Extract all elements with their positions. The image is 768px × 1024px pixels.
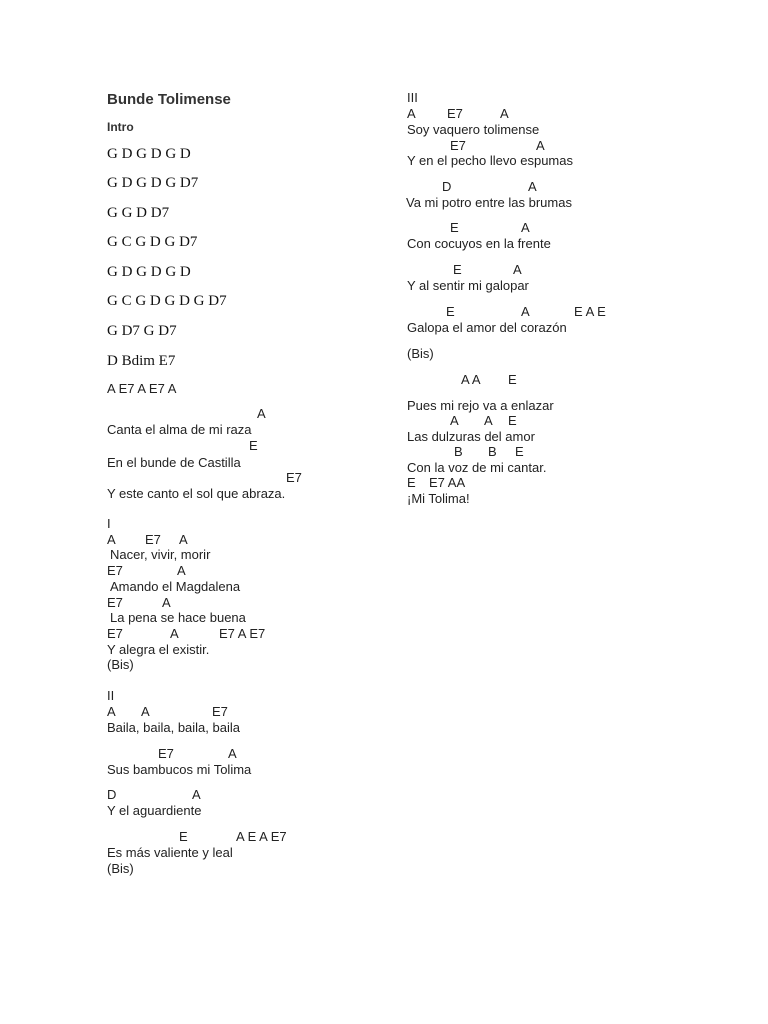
- intro-chord-line: G G D D7: [107, 205, 170, 221]
- section-label: III: [407, 90, 418, 105]
- lyric-line: Va mi potro entre las brumas: [406, 195, 572, 210]
- lyric-line: Amando el Magdalena: [110, 579, 241, 594]
- chord: E: [450, 220, 459, 235]
- chord: E A E: [574, 304, 606, 319]
- lyric-line: Las dulzuras del amor: [407, 429, 535, 444]
- repeat-marker: (Bis): [407, 346, 434, 361]
- chord: A: [528, 179, 537, 194]
- lyric-line: Canta el alma de mi raza: [107, 422, 252, 437]
- repeat-marker: (Bis): [107, 657, 134, 672]
- lyric-line: Es más valiente y leal: [107, 845, 233, 860]
- lyric-line: Nacer, vivir, morir: [110, 547, 211, 562]
- chord: A: [450, 413, 459, 428]
- chord-line: [0, 220, 768, 236]
- chord: A: [162, 595, 171, 610]
- chord: A: [521, 304, 530, 319]
- chord: E: [446, 304, 455, 319]
- intro-chord-line: G D7 G D7: [107, 323, 177, 339]
- chord-line: [0, 444, 768, 460]
- intro-label: Intro: [107, 120, 134, 134]
- chord-line: [0, 475, 768, 491]
- chord-line: [0, 829, 768, 845]
- chord: E7: [107, 626, 123, 641]
- lyric-line: Baila, baila, baila, baila: [107, 720, 240, 735]
- intro-chord-line: G D G D G D: [107, 146, 191, 162]
- lyric-line: Con la voz de mi cantar.: [407, 460, 547, 475]
- chord: A: [257, 406, 266, 421]
- chord: A: [107, 704, 116, 719]
- chord: E: [508, 372, 517, 387]
- chord: E7 AA: [429, 475, 466, 490]
- chord-line: [0, 413, 768, 429]
- chord-line: [0, 138, 768, 154]
- chord-line: [0, 179, 768, 195]
- chord: A: [177, 563, 186, 578]
- lyric-line: Y el aguardiente: [107, 803, 202, 818]
- chord-line: [0, 106, 768, 122]
- chord: E: [515, 444, 524, 459]
- chord-line: [0, 262, 768, 278]
- chord: E7: [107, 595, 123, 610]
- lyric-line: Y en el pecho llevo espumas: [407, 153, 573, 168]
- song-title: Bunde Tolimense: [107, 91, 231, 108]
- repeat-marker: (Bis): [107, 861, 134, 876]
- chord: E7 A E7: [219, 626, 266, 641]
- chord: E7: [450, 138, 466, 153]
- chord-line: [0, 626, 768, 642]
- chord-line: [0, 532, 768, 548]
- intro-chord-line: G C G D G D G D7: [107, 293, 227, 309]
- chord: B: [488, 444, 497, 459]
- chord: E: [407, 475, 416, 490]
- intro-chord-line: G D G D G D: [107, 264, 191, 280]
- chord: A: [107, 532, 116, 547]
- chord: A: [192, 787, 201, 802]
- chord: E7: [107, 563, 123, 578]
- chord: E: [508, 413, 517, 428]
- chord: D: [107, 787, 117, 802]
- intro-chord-line: G D G D G D7: [107, 175, 199, 191]
- lyric-line: Sus bambucos mi Tolima: [107, 762, 252, 777]
- chord: A: [500, 106, 509, 121]
- chord-line: [0, 746, 768, 762]
- chord-line: [0, 787, 768, 803]
- chord-line: [0, 304, 768, 320]
- chord: B: [454, 444, 463, 459]
- intro-chord-line: D Bdim E7: [107, 353, 176, 369]
- lyric-line: ¡Mi Tolima!: [407, 491, 470, 506]
- chord: E7: [286, 470, 302, 485]
- chord: E: [453, 262, 462, 277]
- chord-line: [0, 595, 768, 611]
- chord: A: [141, 704, 150, 719]
- chord: E: [179, 829, 188, 844]
- chord: D: [442, 179, 452, 194]
- chord: E7: [158, 746, 174, 761]
- chord: A: [228, 746, 237, 761]
- lyric-line: Con cocuyos en la frente: [407, 236, 551, 251]
- chord-line: [0, 704, 768, 720]
- lyric-line: Y al sentir mi galopar: [407, 278, 529, 293]
- chord: E7: [145, 532, 161, 547]
- chord-line: [0, 372, 768, 388]
- chord: A: [407, 106, 416, 121]
- chord: A: [521, 220, 530, 235]
- lyric-line: Y este canto el sol que abraza.: [107, 486, 286, 501]
- lyric-line: Soy vaquero tolimense: [407, 122, 540, 137]
- chord: E7: [447, 106, 463, 121]
- chord: A: [513, 262, 522, 277]
- lyric-line: Pues mi rejo va a enlazar: [407, 398, 554, 413]
- section-label: I: [107, 516, 111, 531]
- chord: E: [249, 438, 258, 453]
- chord-line: [0, 563, 768, 579]
- chord: A: [179, 532, 188, 547]
- chord: A: [170, 626, 179, 641]
- section-label: II: [107, 688, 115, 703]
- lyric-line: Galopa el amor del corazón: [407, 320, 567, 335]
- chord: A E A E7: [236, 829, 287, 844]
- chord: A A: [461, 372, 481, 387]
- chord: E7: [212, 704, 228, 719]
- lyric-line: Y alegra el existir.: [107, 642, 210, 657]
- lyric-line: La pena se hace buena: [110, 610, 246, 625]
- intro-turnaround: A E7 A E7 A: [107, 381, 177, 396]
- intro-chord-line: G C G D G D7: [107, 234, 198, 250]
- lyric-line: En el bunde de Castilla: [107, 455, 241, 470]
- chord: A: [484, 413, 493, 428]
- chord: A: [536, 138, 545, 153]
